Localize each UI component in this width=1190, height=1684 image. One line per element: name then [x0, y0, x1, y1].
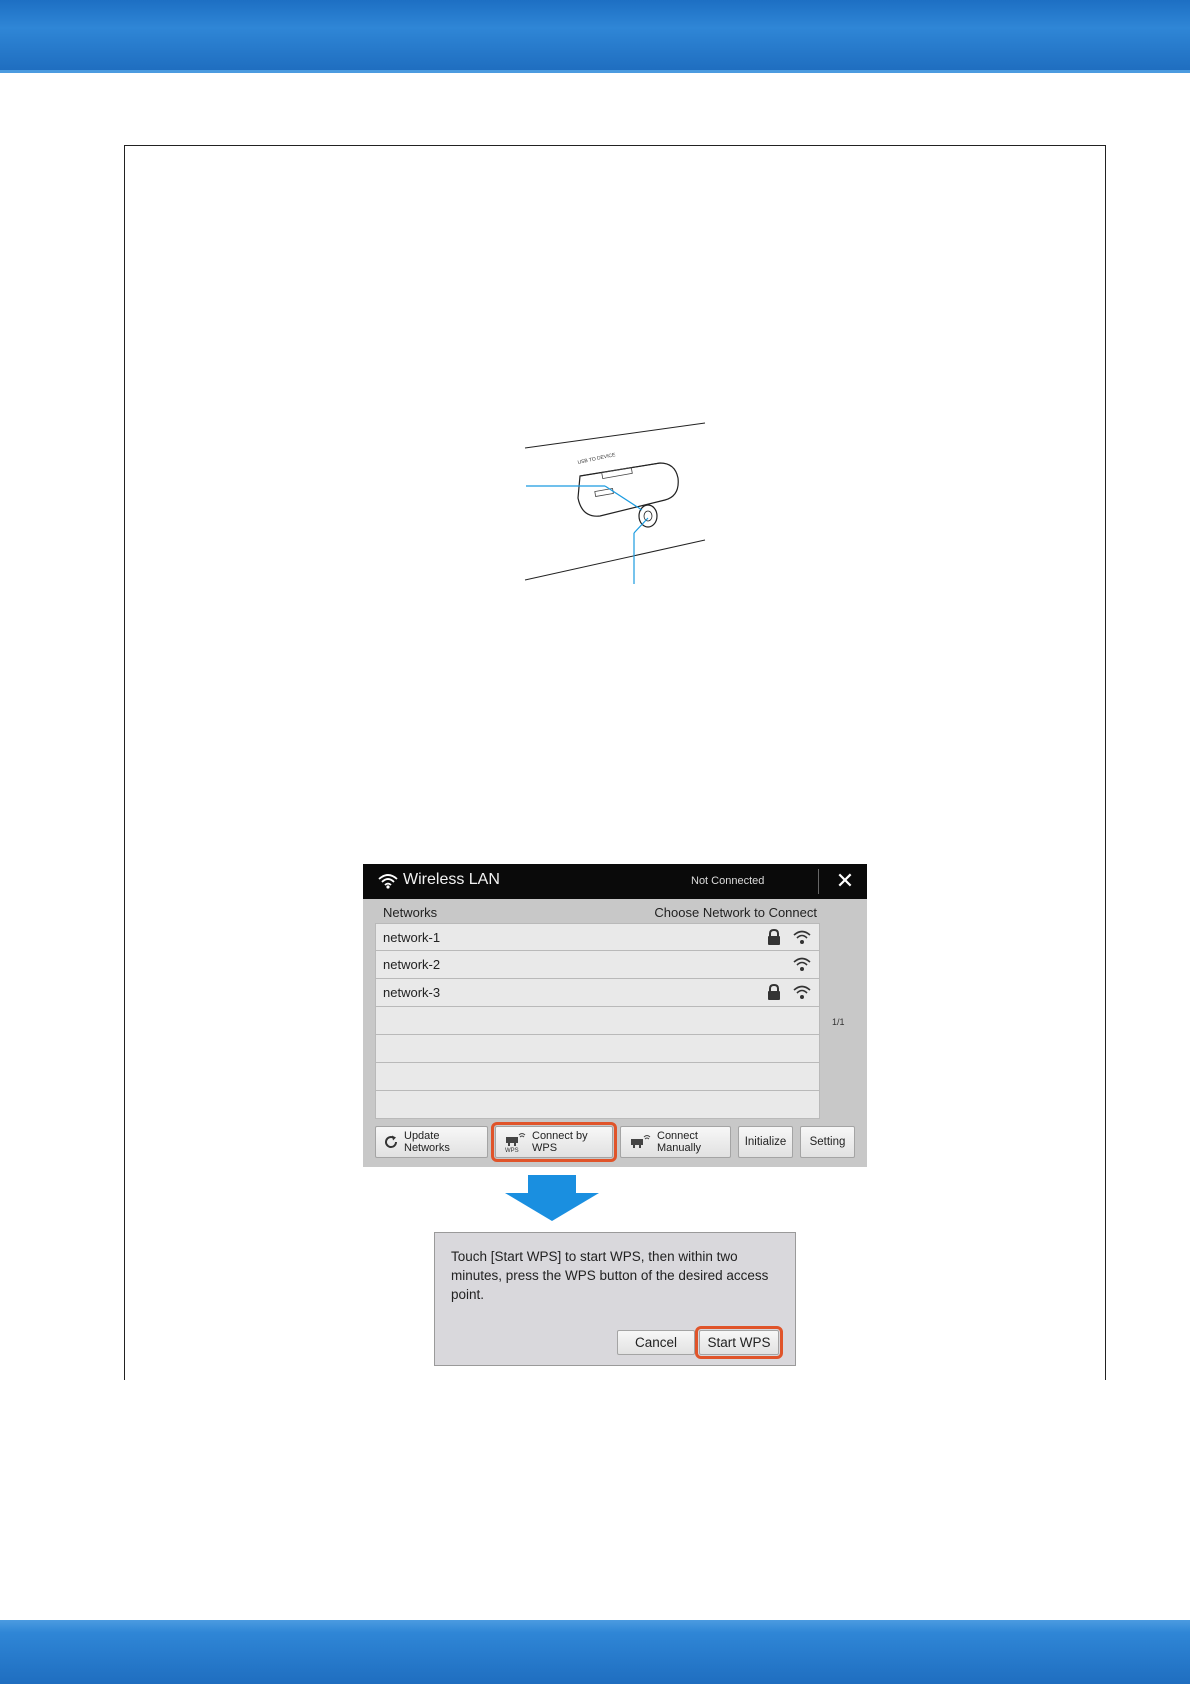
wlan-button-bar: [375, 1126, 855, 1158]
setting-button[interactable]: Setting: [800, 1126, 855, 1158]
connect-by-wps-button[interactable]: [495, 1126, 613, 1158]
header-band: [0, 0, 1190, 73]
wlan-title: Wireless LAN: [403, 871, 500, 888]
refresh-icon: [384, 1135, 398, 1149]
connect-manually-button[interactable]: [620, 1126, 731, 1158]
initialize-button[interactable]: Initialize: [738, 1126, 793, 1158]
empty-network-row: [375, 1035, 820, 1063]
network-row-2[interactable]: [375, 951, 820, 979]
wps-dialog-message: Touch [Start WPS] to start WPS, then within two minutes, press the WPS button of the desired access point.: [451, 1249, 769, 1302]
start-wps-button[interactable]: Start WPS: [699, 1330, 779, 1355]
network-row-3[interactable]: [375, 979, 820, 1007]
network-name: network-2: [383, 957, 441, 972]
page-indicator: 1/1: [832, 1017, 845, 1027]
update-networks-button[interactable]: [375, 1126, 488, 1158]
content-frame: [124, 145, 1106, 1380]
usb-port-label: USB TO DEVICE: [577, 452, 617, 466]
router-icon: [629, 1133, 651, 1151]
signal-icon: [793, 929, 811, 945]
update-networks-label: Update Networks: [404, 1130, 450, 1154]
network-list: [375, 923, 820, 1119]
signal-icon: [793, 984, 811, 1000]
wps-icon-caption: WPS: [505, 1148, 519, 1153]
wireless-lan-window: [363, 864, 867, 1167]
signal-icon: [793, 956, 811, 972]
empty-network-row: [375, 1063, 820, 1091]
lock-icon: [765, 929, 783, 945]
lock-icon: [765, 984, 783, 1000]
empty-network-row: [375, 1007, 820, 1035]
network-name: network-1: [383, 929, 441, 945]
network-row-1[interactable]: [375, 923, 820, 951]
close-icon[interactable]: ✕: [835, 868, 855, 893]
wps-router-icon: [504, 1131, 526, 1153]
wps-dialog: [434, 1232, 796, 1366]
network-name: network-3: [383, 985, 441, 1000]
connect-manually-label: Connect Manually: [657, 1130, 702, 1154]
usb-adaptor-illustration: [520, 418, 720, 588]
connect-by-wps-label: Connect by WPS: [532, 1130, 588, 1154]
connection-status: Not Connected: [691, 875, 765, 887]
cancel-button[interactable]: Cancel: [617, 1330, 695, 1355]
empty-network-row: [375, 1091, 820, 1119]
wifi-icon: [378, 873, 398, 889]
footer-band: [0, 1620, 1190, 1684]
choose-network-hint: Choose Network to Connect: [654, 905, 817, 920]
wlan-title-bar: [363, 864, 867, 899]
down-arrow-icon: [505, 1175, 599, 1221]
title-divider: [818, 869, 819, 894]
networks-header: Networks: [383, 905, 438, 920]
